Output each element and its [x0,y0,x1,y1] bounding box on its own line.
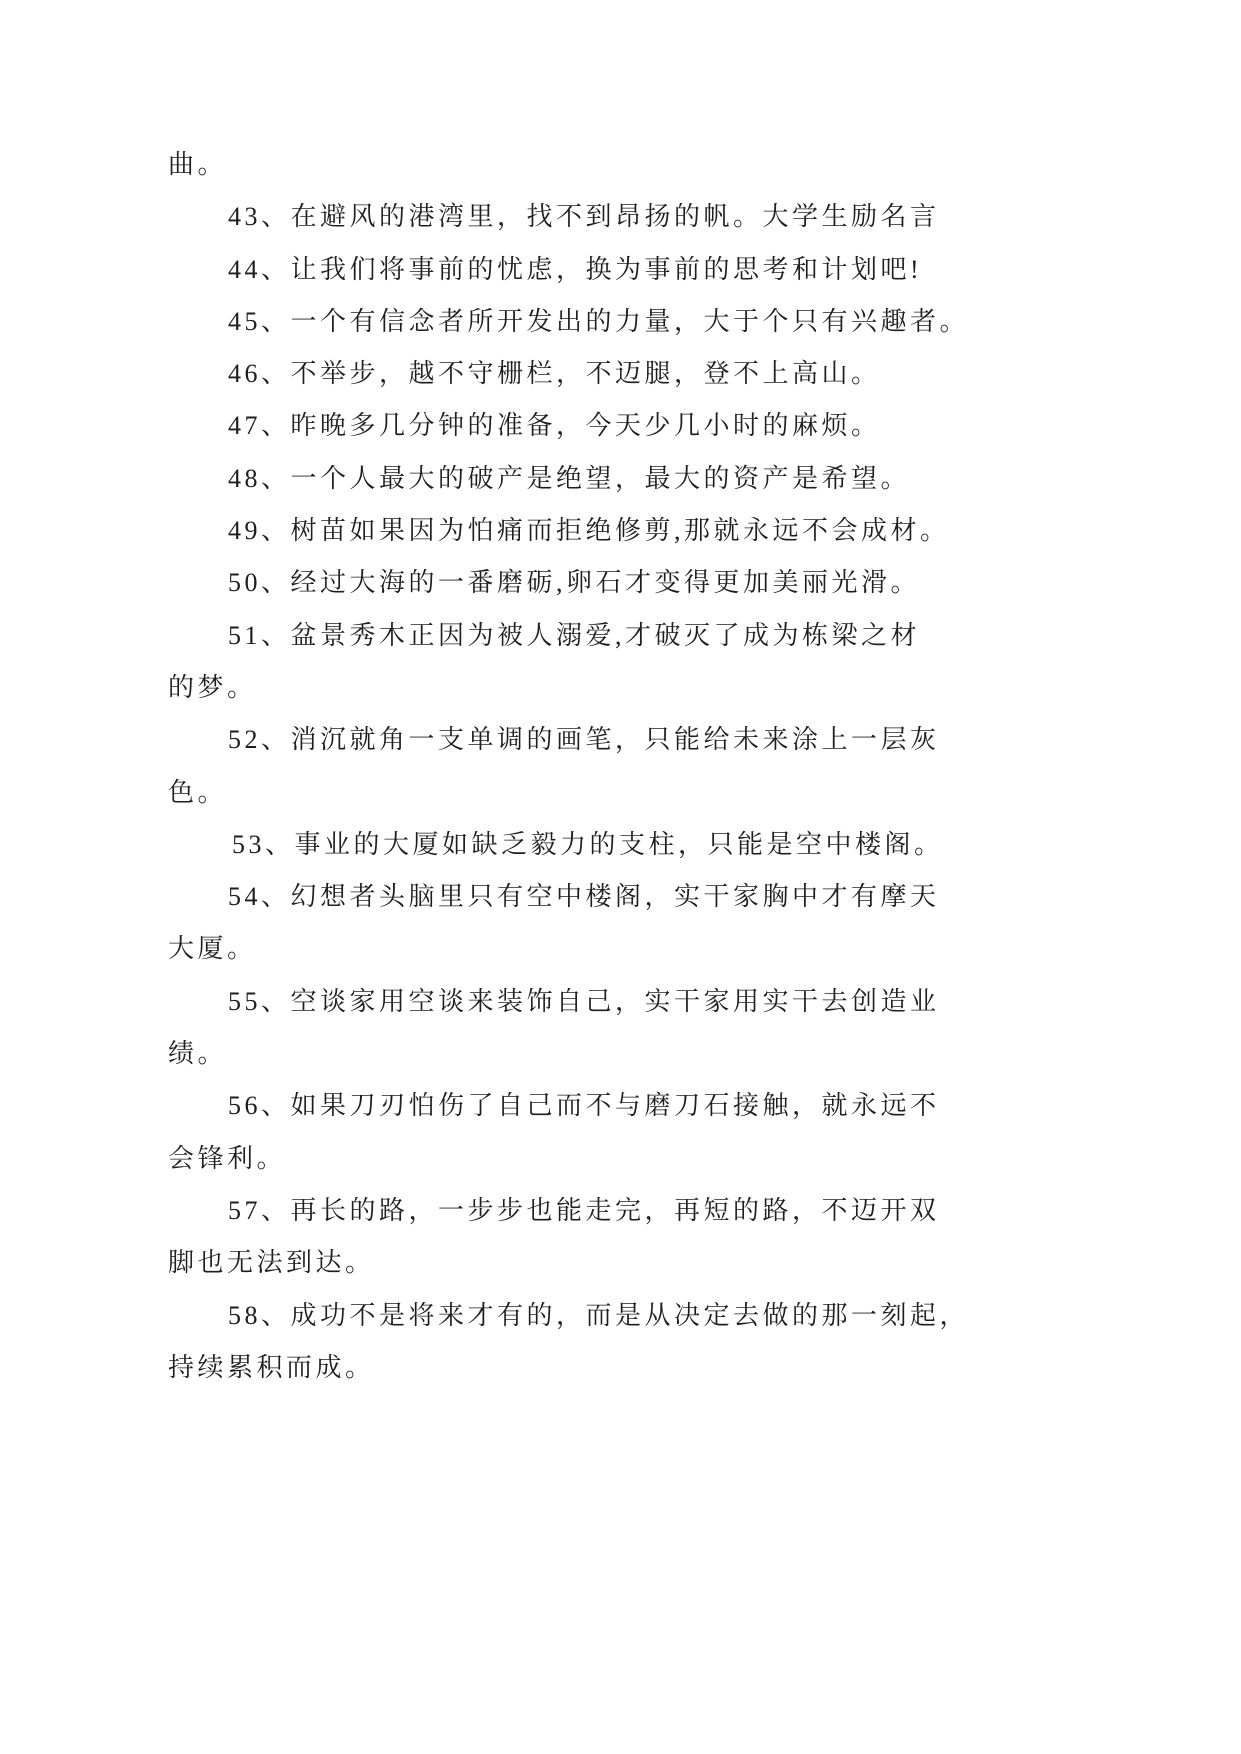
text-line: 色。 [168,777,228,807]
quote-item [168,1185,1068,1290]
quote-item [168,1080,1068,1185]
text-line: 58、成功不是将来才有的，而是从决定去做的那一刻起， [228,1300,970,1330]
quote-item [168,557,1068,609]
text-line: 47、昨晚多几分钟的准备，今天少几小时的麻烦。 [228,411,881,441]
text-line: 57、再长的路，一步步也能走完，再短的路，不迈开双 [228,1195,940,1225]
quote-item [168,453,1068,505]
quote-item [168,819,1068,871]
quote-item [168,400,1068,452]
text-line: 持续累积而成。 [168,1352,375,1382]
text-line: 的梦。 [168,672,257,702]
quote-item [168,191,1068,243]
text-line: 绩。 [168,1039,228,1069]
text-line: 51、盆景秀木正因为被人溺爱,才破灭了成为栋梁之材 [228,620,921,650]
continued-text [168,139,1068,191]
quote-item [168,871,1068,976]
text-body [168,139,1068,1394]
text-line: 56、如果刀刃怕伤了自己而不与磨刀石接触，就永远不 [228,1091,940,1121]
text-line: 53、事业的大厦如缺乏毅力的支柱，只能是空中楼阁。 [232,829,944,859]
text-line: 44、让我们将事前的忧虑，换为事前的思考和计划吧! [228,254,923,284]
quote-item [168,296,1068,348]
quote-item [168,714,1068,819]
quote-item [168,348,1068,400]
quote-item [168,1290,1068,1395]
text-line: 43、在避风的港湾里，找不到昂扬的帆。大学生励名言 [228,202,940,232]
text-line: 54、幻想者头脑里只有空中楼阁，实干家胸中才有摩天 [228,882,940,912]
text-line: 会锋利。 [168,1143,287,1173]
text-line: 46、不举步，越不守栅栏，不迈腿，登不上高山。 [228,359,881,389]
text-line: 50、经过大海的一番磨砺,卵石才变得更加美丽光滑。 [228,568,921,598]
text-line: 曲。 [168,150,228,179]
quote-item [168,976,1068,1081]
text-line: 45、一个有信念者所开发出的力量，大于个只有兴趣者。 [228,306,970,336]
text-line: 55、空谈家用空谈来装饰自己，实干家用实干去创造业 [228,986,940,1016]
quote-item [168,505,1068,557]
quote-item [168,610,1068,715]
text-line: 脚也无法到达。 [168,1248,375,1278]
text-line: 大厦。 [168,934,257,964]
quote-item [168,244,1068,296]
text-line: 52、消沉就角一支单调的画笔，只能给未来涂上一层灰 [228,725,940,755]
text-line: 48、一个人最大的破产是绝望，最大的资产是希望。 [228,463,911,493]
text-line: 49、树苗如果因为怕痛而拒绝修剪,那就永远不会成材。 [228,516,950,546]
